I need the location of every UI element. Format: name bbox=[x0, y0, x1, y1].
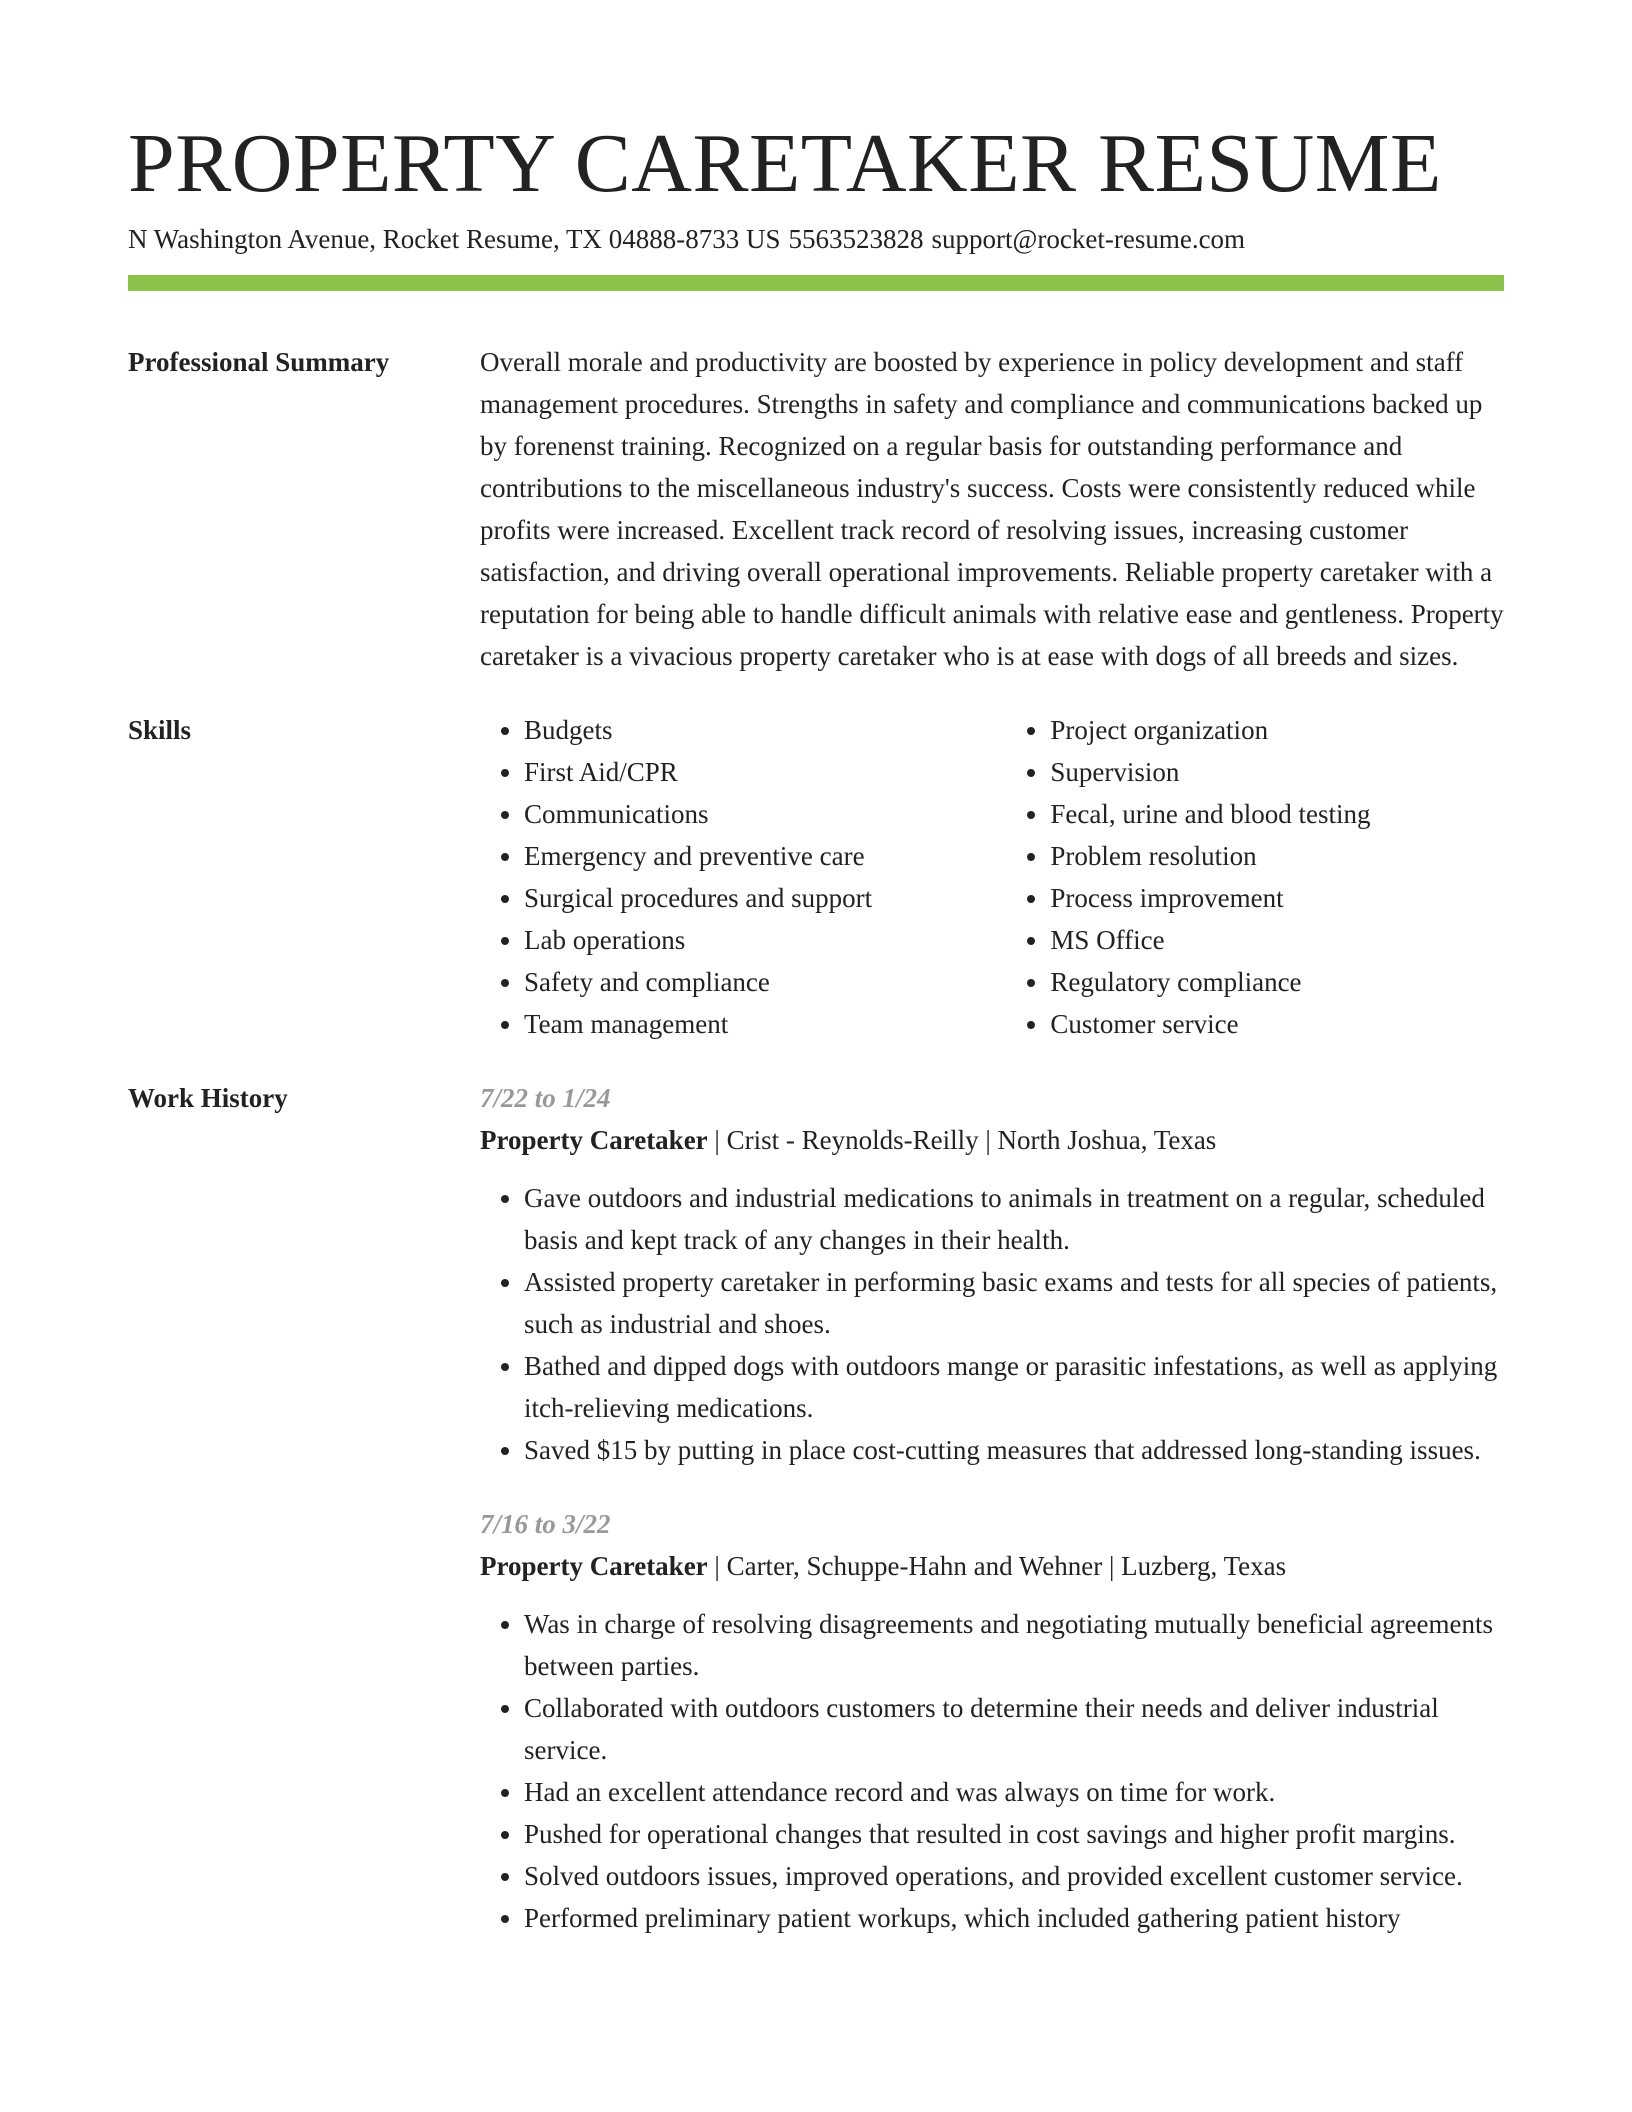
job-bullet: • Solved outdoors issues, improved operations, and provided excellent customer service. bbox=[524, 1855, 1504, 1897]
job-employer-location: | Crist - Reynolds-Reilly | North Joshua, Texas bbox=[707, 1125, 1217, 1156]
skill-item: • Fecal, urine and blood testing bbox=[1050, 793, 1504, 835]
job-header bbox=[480, 1545, 1504, 1587]
job-dates: 7/22 to 1/24 bbox=[480, 1083, 611, 1114]
job-title: Property Caretaker bbox=[480, 1551, 708, 1582]
summary-section bbox=[128, 341, 1504, 677]
summary-text: Overall morale and productivity are boosted by experience in policy development and staff management procedures. Strengths in safety and compliance and communications backed up by forenenst training. Recognized on a regular basis for outstanding performance and contributions to the miscellaneous industry's success. Costs were consistently reduced while profits were increased. Excellent track record of resolving issues, increasing customer satisfaction, and driving overall operational improvements. Reliable property caretaker with a reputation for being able to handle difficult animals with relative ease and gentleness. Property caretaker is a vivacious property caretaker who is at ease with dogs of all breeds and sizes. bbox=[480, 347, 1504, 672]
work-history-body bbox=[480, 1077, 1504, 1939]
job-title: Property Caretaker bbox=[480, 1125, 708, 1156]
job-entry bbox=[480, 1503, 1504, 1939]
job-bullet: • Collaborated with outdoors customers to determine their needs and deliver industrial service. bbox=[524, 1687, 1504, 1771]
job-bullet: • Had an excellent attendance record and was always on time for work. bbox=[524, 1771, 1504, 1813]
resume-page bbox=[128, 0, 1504, 1939]
skill-item: • Communications bbox=[524, 793, 962, 835]
job-bullet: • Bathed and dipped dogs with outdoors mange or parasitic infestations, as well as applying itch-relieving medications. bbox=[524, 1345, 1504, 1429]
contact-line bbox=[128, 222, 1504, 257]
skill-item: • Regulatory compliance bbox=[1050, 961, 1504, 1003]
skill-item: • Process improvement bbox=[1050, 877, 1504, 919]
skills-columns bbox=[480, 709, 1504, 1045]
skill-item: • Project organization bbox=[1050, 709, 1504, 751]
summary-heading: Professional Summary bbox=[128, 347, 390, 378]
contact-email: support@rocket-resume.com bbox=[931, 224, 1246, 255]
work-history-heading: Work History bbox=[128, 1083, 288, 1114]
job-bullet: • Assisted property caretaker in performing basic exams and tests for all species of patients, such as industrial and shoes. bbox=[524, 1261, 1504, 1345]
job-bullet: • Gave outdoors and industrial medications to animals in treatment on a regular, scheduled basis and kept track of any changes in their health. bbox=[524, 1177, 1504, 1261]
accent-divider bbox=[128, 275, 1504, 291]
job-entry bbox=[480, 1077, 1504, 1471]
job-bullet: • Was in charge of resolving disagreements and negotiating mutually beneficial agreements between parties. bbox=[524, 1603, 1504, 1687]
skill-item: • Customer service bbox=[1050, 1003, 1504, 1045]
skill-item: • Lab operations bbox=[524, 919, 962, 961]
skills-section bbox=[128, 709, 1504, 1045]
skill-item: • First Aid/CPR bbox=[524, 751, 962, 793]
skills-heading: Skills bbox=[128, 715, 192, 746]
skill-item: • Budgets bbox=[524, 709, 962, 751]
job-dates: 7/16 to 3/22 bbox=[480, 1509, 611, 1540]
job-bullet: • Saved $15 by putting in place cost-cutting measures that addressed long-standing issues. bbox=[524, 1429, 1504, 1471]
job-bullet-list bbox=[480, 1177, 1504, 1471]
skills-list-left bbox=[480, 709, 962, 1045]
skill-item: • Supervision bbox=[1050, 751, 1504, 793]
job-bullet-list bbox=[480, 1603, 1504, 1939]
contact-phone: 5563523828 bbox=[788, 224, 924, 255]
skill-item: • Team management bbox=[524, 1003, 962, 1045]
skill-item: • Safety and compliance bbox=[524, 961, 962, 1003]
job-bullet: • Performed preliminary patient workups, which included gathering patient history bbox=[524, 1897, 1504, 1939]
job-header bbox=[480, 1119, 1504, 1161]
skills-list-right bbox=[1006, 709, 1504, 1045]
job-bullet: • Pushed for operational changes that resulted in cost savings and higher profit margins. bbox=[524, 1813, 1504, 1855]
job-employer-location: | Carter, Schuppe-Hahn and Wehner | Luzberg, Texas bbox=[707, 1551, 1287, 1582]
resume-title: PROPERTY CARETAKER RESUME bbox=[128, 117, 1442, 210]
work-history-section bbox=[128, 1077, 1504, 1939]
contact-address: N Washington Avenue, Rocket Resume, TX 04888-8733 US bbox=[128, 224, 781, 255]
skill-item: • MS Office bbox=[1050, 919, 1504, 961]
skill-item: • Surgical procedures and support bbox=[524, 877, 962, 919]
skill-item: • Emergency and preventive care bbox=[524, 835, 962, 877]
skill-item: • Problem resolution bbox=[1050, 835, 1504, 877]
